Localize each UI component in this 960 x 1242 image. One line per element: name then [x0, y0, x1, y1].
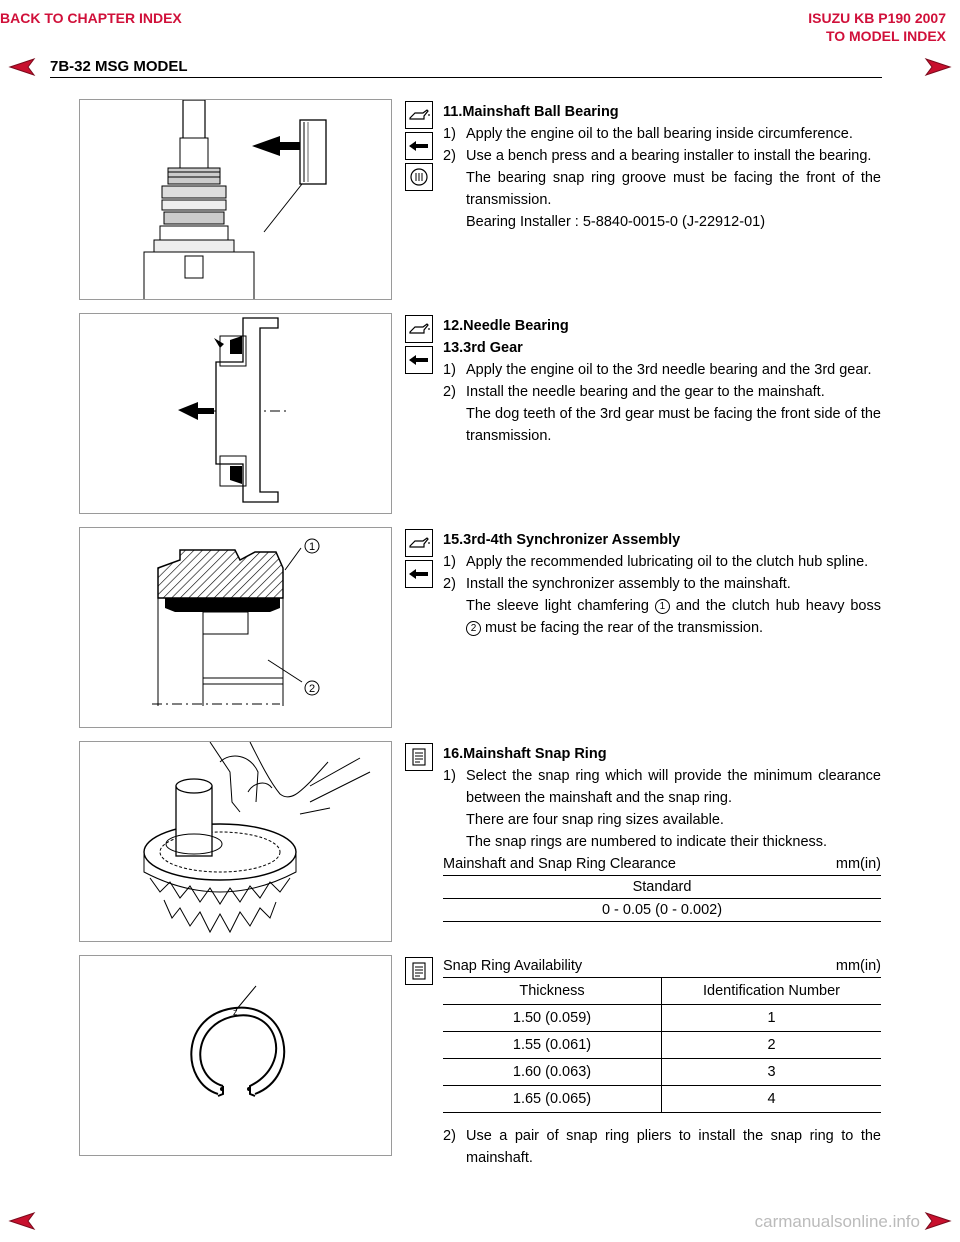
id-cell: 3 [662, 1059, 882, 1086]
step-text: Apply the engine oil to the 3rd needle bearing and the 3rd gear. [466, 362, 872, 378]
section-15-text [443, 529, 881, 639]
callout-2: 2 [308, 683, 316, 695]
table-row [443, 1086, 881, 1113]
tool-text: Bearing Installer : 5-8840-0015-0 (J-22912-01) [466, 214, 766, 230]
section-heading: 11.Mainshaft Ball Bearing [443, 104, 619, 120]
reference-table-icon [405, 743, 433, 771]
spec-unit: mm(in) [835, 856, 881, 872]
table-row [443, 1032, 881, 1059]
figure-snap-ring [79, 955, 392, 1156]
step [443, 551, 881, 573]
special-tool-icon [405, 163, 433, 191]
snap-ring-availability-table [443, 978, 881, 1113]
step-number: 1) [443, 362, 456, 378]
step-number: 1) [443, 126, 456, 142]
step-text: Use a bench press and a bearing installer to install the bearing. [466, 148, 872, 164]
id-cell: 1 [662, 1005, 882, 1032]
section-heading: 16.Mainshaft Snap Ring [443, 746, 607, 762]
install-arrow-icon [405, 132, 433, 160]
step-number: 2) [443, 1128, 456, 1144]
figure-mainshaft-ball-bearing [79, 99, 392, 300]
step-text: Select the snap ring which will provide the minimum clearance between the mainshaft and the snap ring. [466, 768, 881, 806]
header-divider [50, 77, 882, 78]
note-text: The snap rings are numbered to indicate their thickness. [466, 834, 828, 850]
availability-label: Snap Ring Availability [443, 958, 583, 974]
spec-label: Mainshaft and Snap Ring Clearance [443, 856, 676, 872]
note-part: The sleeve light chamfering [466, 598, 649, 614]
oil-can-icon [405, 315, 433, 343]
note-part: must be facing the rear of the transmission. [485, 620, 764, 636]
figure-synchronizer-assembly [79, 527, 392, 728]
thickness-cell: 1.65 (0.065) [443, 1086, 662, 1113]
table-header-row [443, 978, 881, 1005]
step-number: 1) [443, 554, 456, 570]
id-cell: 4 [662, 1086, 882, 1113]
step [443, 765, 881, 809]
next-page-arrow-icon[interactable] [924, 1212, 952, 1230]
id-cell: 2 [662, 1032, 882, 1059]
spec-header-row: Standard [443, 876, 881, 899]
oil-can-icon [405, 529, 433, 557]
section-12-13-text [443, 315, 881, 447]
thickness-cell: 1.60 (0.063) [443, 1059, 662, 1086]
availability-unit: mm(in) [835, 958, 881, 974]
svg-text:z: z [233, 1007, 238, 1017]
page-title: 7B-32 MSG MODEL [50, 58, 188, 75]
back-to-chapter-index-link[interactable]: BACK TO CHAPTER INDEX [0, 10, 182, 26]
step-number: 2) [443, 384, 456, 400]
reference-table-icon [405, 957, 433, 985]
step-number: 2) [443, 576, 456, 592]
callout-1: 1 [308, 541, 316, 553]
marker-1: 1 [655, 599, 670, 614]
thickness-cell: 1.55 (0.061) [443, 1032, 662, 1059]
note-text: The dog teeth of the 3rd gear must be facing the front side of the transmission. [466, 406, 881, 444]
spec-value-row: 0 - 0.05 (0 - 0.002) [443, 899, 881, 922]
install-arrow-icon [405, 346, 433, 374]
step [443, 1125, 881, 1169]
model-title-link[interactable]: ISUZU KB P190 2007 [808, 10, 946, 26]
step-text: Install the needle bearing and the gear to the mainshaft. [466, 384, 825, 400]
note-text [443, 595, 881, 639]
section-17-text [443, 955, 881, 1169]
step [443, 145, 881, 167]
section-heading: 15.3rd-4th Synchronizer Assembly [443, 532, 681, 548]
step-text: Install the synchronizer assembly to the mainshaft. [466, 576, 791, 592]
step [443, 573, 881, 595]
note-part: and the clutch hub heavy boss [675, 598, 881, 614]
figure-mainshaft-snap-ring [79, 741, 392, 942]
step-number: 2) [443, 148, 456, 164]
watermark-text: carmanualsonline.info [754, 1212, 920, 1231]
figure-needle-bearing-3rd-gear [79, 313, 392, 514]
note-text: There are four snap ring sizes available. [466, 812, 724, 828]
oil-can-icon [405, 101, 433, 129]
prev-page-arrow-icon[interactable] [8, 58, 36, 76]
section-11-text [443, 101, 881, 233]
thickness-cell: 1.50 (0.059) [443, 1005, 662, 1032]
section-heading: 12.Needle Bearing [443, 318, 569, 334]
step-text: Apply the recommended lubricating oil to the clutch hub spline. [466, 554, 869, 570]
next-page-arrow-icon[interactable] [924, 58, 952, 76]
step-text: Apply the engine oil to the ball bearing inside circumference. [466, 126, 853, 142]
column-header-thickness: Thickness [443, 978, 662, 1005]
install-arrow-icon [405, 560, 433, 588]
availability-caption [443, 955, 881, 978]
step-text: Use a pair of snap ring pliers to install the snap ring to the mainshaft. [466, 1128, 881, 1166]
step [443, 123, 881, 145]
spec-table-caption [443, 853, 881, 876]
to-model-index-link[interactable]: TO MODEL INDEX [825, 28, 946, 44]
note-text: The bearing snap ring groove must be facing the front of the transmission. [466, 170, 881, 208]
marker-2: 2 [466, 621, 481, 636]
step [443, 359, 881, 381]
table-row [443, 1059, 881, 1086]
table-row [443, 1005, 881, 1032]
step [443, 381, 881, 403]
section-heading: 13.3rd Gear [443, 340, 523, 356]
prev-page-arrow-icon[interactable] [8, 1212, 36, 1230]
step-number: 1) [443, 768, 456, 784]
section-16-text [443, 743, 881, 922]
column-header-id: Identification Number [662, 978, 882, 1005]
